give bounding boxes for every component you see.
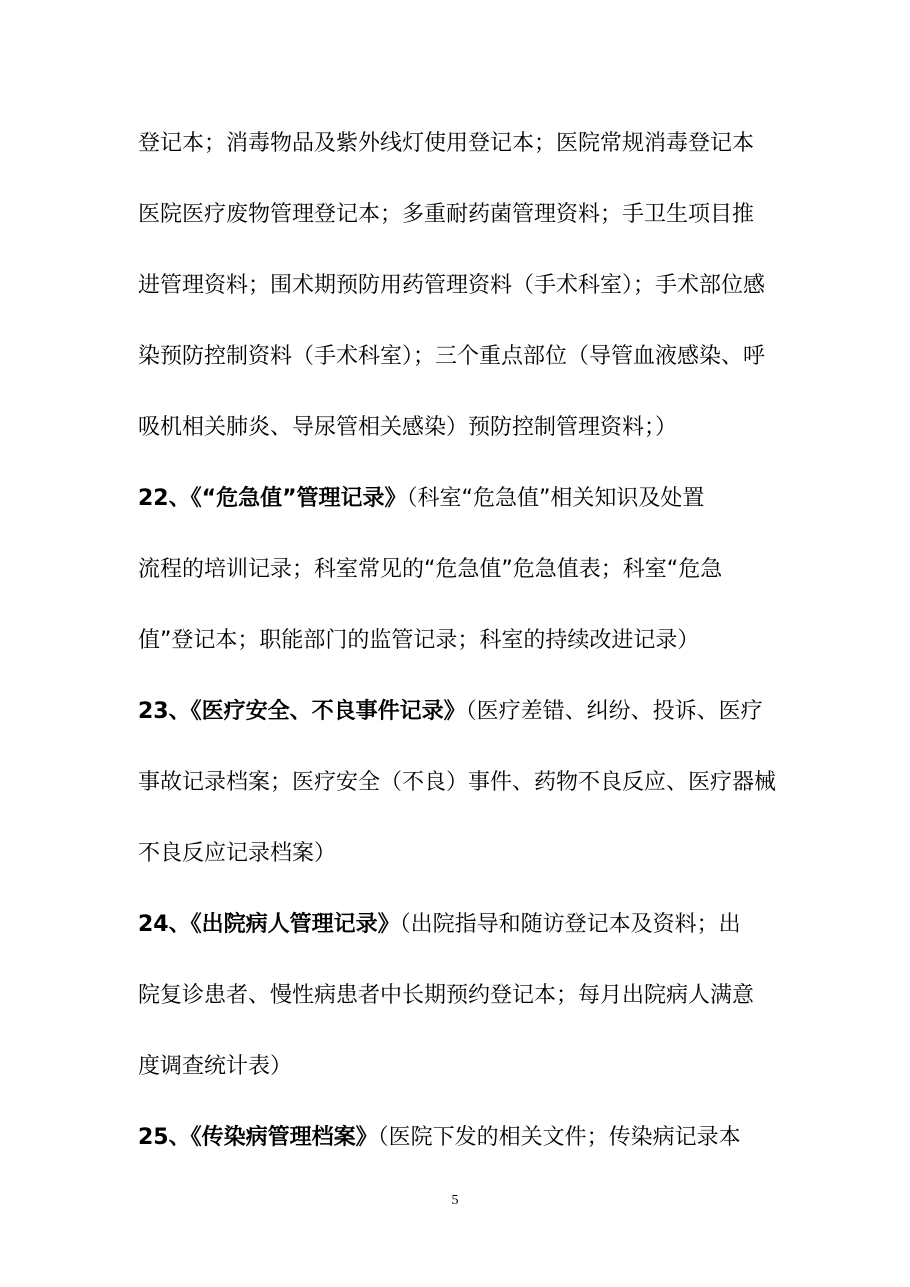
- text-line: 染预防控制资料（手术科室）；三个重点部位（导管血液感染、呼: [138, 344, 766, 369]
- item-22-text: （科室“危急值”相关知识及处置: [406, 486, 705, 511]
- item-23-line-1: [138, 687, 778, 758]
- item-25-heading: 25、《传染病管理档案》: [138, 1125, 378, 1150]
- text-line: 院复诊患者、慢性病患者中长期预约登记本；每月出院病人满意: [138, 983, 755, 1008]
- item-24-line-2: [138, 971, 778, 1042]
- text-line: 值”登记本；职能部门的监管记录；科室的持续改进记录）: [138, 628, 700, 653]
- paragraph-line: [138, 261, 778, 332]
- item-23-line-3: [138, 829, 778, 900]
- text-line: 不良反应记录档案）: [138, 841, 337, 866]
- paragraph-line: [138, 119, 778, 190]
- item-24-line-1: [138, 900, 778, 971]
- item-22-heading: 22、《“危急值”管理记录》: [138, 486, 407, 511]
- document-body: [138, 119, 778, 1184]
- item-23-text: （医疗差错、纠纷、投诉、医疗: [465, 699, 763, 724]
- text-line: 度调查统计表）: [138, 1054, 293, 1079]
- text-line: 医院医疗废物管理登记本；多重耐药菌管理资料；手卫生项目推: [138, 202, 755, 227]
- item-24-text: （出院指导和随访登记本及资料；出: [399, 912, 741, 937]
- item-24-heading: 24、《出院病人管理记录》: [138, 912, 400, 937]
- item-22-line-2: [138, 545, 778, 616]
- paragraph-line: [138, 332, 778, 403]
- item-23-line-2: [138, 758, 778, 829]
- text-line: 进管理资料；围术期预防用药管理资料（手术科室）；手术部位感: [138, 273, 766, 298]
- item-25-line-1: [138, 1113, 778, 1184]
- paragraph-line: [138, 403, 778, 474]
- paragraph-line: [138, 190, 778, 261]
- text-line: 登记本；消毒物品及紫外线灯使用登记本；医院常规消毒登记本: [138, 131, 755, 156]
- item-24-line-3: [138, 1042, 778, 1113]
- item-23-heading: 23、《医疗安全、不良事件记录》: [138, 699, 466, 724]
- item-22-line-3: [138, 616, 778, 687]
- item-25-text: （医院下发的相关文件；传染病记录本: [377, 1125, 741, 1150]
- text-line: 吸机相关肺炎、导尿管相关感染）预防控制管理资料；）: [138, 415, 678, 440]
- item-22-line-1: [138, 474, 778, 545]
- text-line: 事故记录档案；医疗安全（不良）事件、药物不良反应、医疗器械: [138, 770, 777, 795]
- text-line: 流程的培训记录；科室常见的“危急值”危急值表；科室“危急: [138, 557, 723, 582]
- page-number: 5: [451, 1193, 459, 1208]
